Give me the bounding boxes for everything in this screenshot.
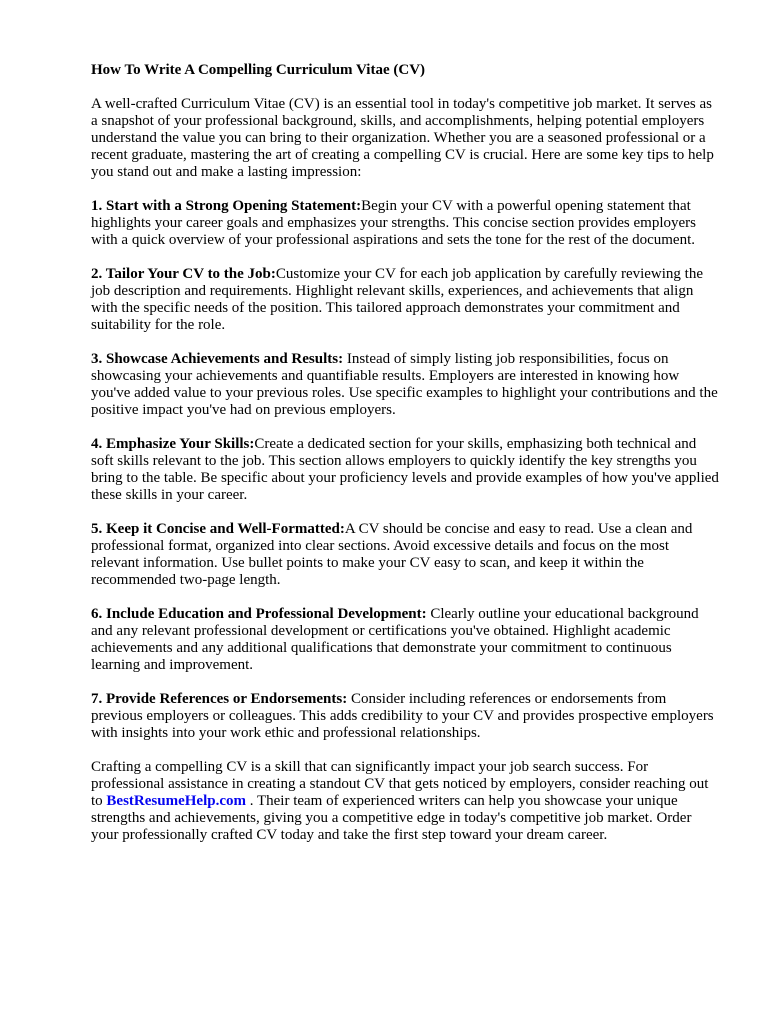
tip-5-heading: 5. Keep it Concise and Well-Formatted: [91, 521, 345, 537]
tip-paragraph-1 [91, 198, 721, 249]
intro-paragraph: A well-crafted Curriculum Vitae (CV) is an essential tool in today's competitive job market. It serves as a snapshot of your professional background, skills, and accomplishments, helping potential employers understand the value you can bring to their organization. Whether you are a seasoned professional or a recent graduate, mastering the art of creating a compelling CV is crucial. Here are some key tips to help you stand out and make a lasting impression: [91, 96, 714, 180]
closing-text-after-link: . Their team of experienced writers can help you showcase your unique strengths and achievements, giving you a competitive edge in today's competitive job market. Order your professionally crafted CV today and take the first step toward your dream career. [91, 793, 692, 843]
tip-1-heading: 1. Start with a Strong Opening Statement: [91, 198, 362, 214]
tip-2-heading: 2. Tailor Your CV to the Job: [91, 266, 276, 282]
tip-paragraph-6 [91, 606, 721, 674]
tip-4-body: Create a dedicated section for your skills, emphasizing both technical and soft skills relevant to the job. This section allows employers to quickly identify the key strengths you bring to the table. Be specific about your proficiency levels and provide examples of how you've applied these skills in your career. [91, 436, 719, 503]
tip-6-body: Clearly outline your educational background and any relevant professional development or certifications you've obtained. Highlight academic achievements and any additional qualifications that demonstrate your commitment to continuous learning and improvement. [91, 606, 699, 673]
closing-text-before-link: Crafting a compelling CV is a skill that can significantly impact your job search success. For professional assistance in creating a standout CV that gets noticed by employers, consider reaching out to [91, 759, 709, 809]
tip-paragraph-4 [91, 436, 721, 504]
tip-paragraph-3 [91, 351, 721, 419]
tip-2-body: Customize your CV for each job application by carefully reviewing the job description and requirements. Highlight relevant skills, experiences, and achievements that align with the specific needs of the position. This tailored approach demonstrates your commitment and suitability for the role. [91, 266, 704, 333]
tip-7-body: Consider including references or endorsements from previous employers or colleagues. This adds credibility to your CV and provides prospective employers with insights into your work ethic and professional relationships. [91, 691, 714, 741]
closing-paragraph [91, 759, 721, 844]
tip-1-body: Begin your CV with a powerful opening statement that highlights your career goals and emphasizes your strengths. This concise section provides employers with a quick overview of your professional aspirations and sets the tone for the rest of the document. [91, 198, 696, 248]
document-title: How To Write A Compelling Curriculum Vitae (CV) [91, 62, 426, 78]
tip-5-body: A CV should be concise and easy to read. Use a clean and professional format, organized into clear sections. Avoid excessive details and focus on the most relevant information. Use bullet points to make your CV easy to scan, and keep it within the recommended two-page length. [91, 521, 693, 588]
tip-4-heading: 4. Emphasize Your Skills: [91, 436, 255, 452]
tip-3-heading: 3. Showcase Achievements and Results: [91, 351, 344, 367]
tip-3-body: Instead of simply listing job responsibilities, focus on showcasing your achievements and quantifiable results. Employers are interested in knowing how you've added value to your previous roles. Use specific examples to highlight your contributions and the positive impact you've had on previous employers. [91, 351, 718, 418]
tip-paragraph-7 [91, 691, 721, 742]
bestresumehelp-link[interactable]: BestResumeHelp.com [106, 793, 246, 809]
tip-paragraph-2 [91, 266, 721, 334]
tip-paragraph-5 [91, 521, 721, 589]
tip-6-heading: 6. Include Education and Professional Development: [91, 606, 427, 622]
tip-7-heading: 7. Provide References or Endorsements: [91, 691, 348, 707]
